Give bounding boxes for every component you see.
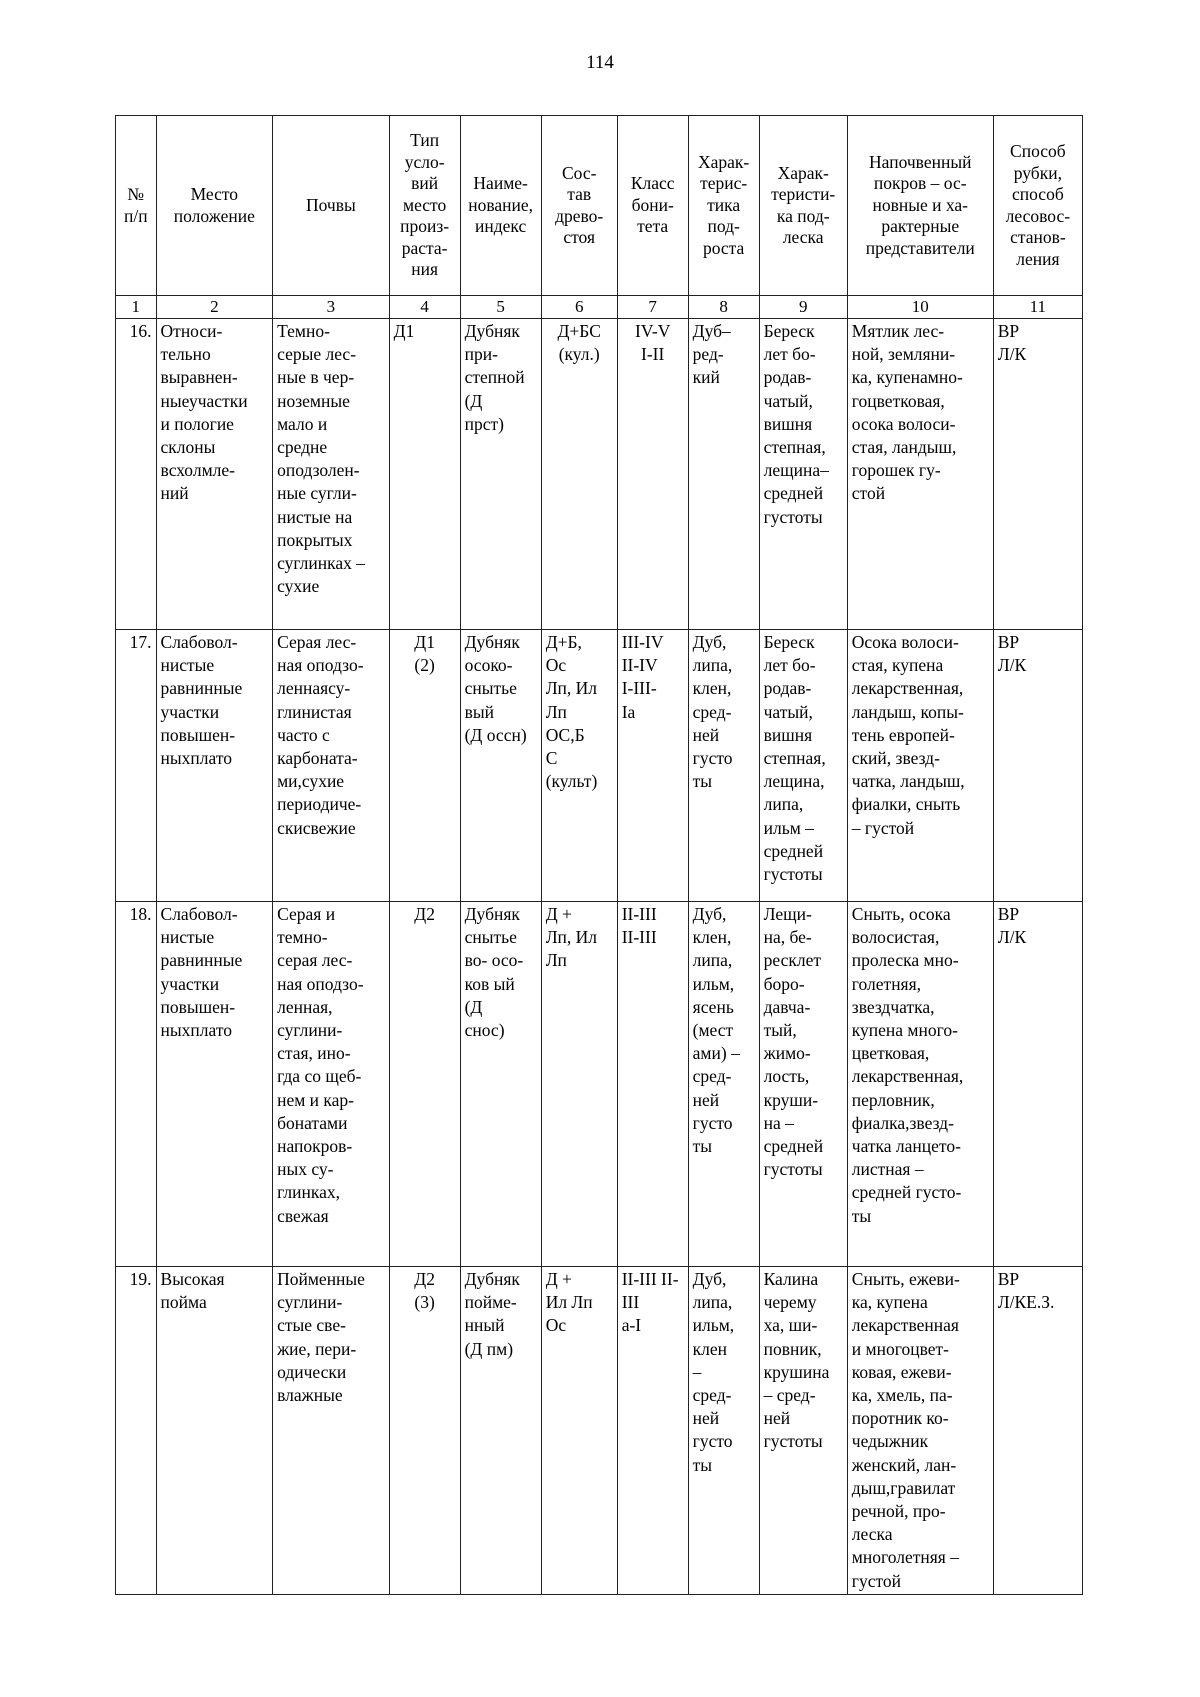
column-number: 8	[688, 296, 759, 319]
column-number: 9	[759, 296, 847, 319]
composition-cell: Д + Лп, Ил Лп	[541, 902, 617, 1267]
soil-cell: Пойменные суглини- стые све- жие, пери- одически влажные	[273, 1267, 390, 1595]
undergrowth-cell: Дуб, липа, ильм, клен – сред- ней густо ты	[688, 1267, 759, 1595]
bonitet-cell: IV-V I-II	[617, 319, 688, 630]
composition-cell: Д + Ил Лп Ос	[541, 1267, 617, 1595]
header-row	[116, 116, 1083, 296]
soil-cell: Серая лес- ная оподзо- леннаясу- глинистая часто с карбоната- ми,сухие периодиче- скисвежие	[273, 630, 390, 902]
growth-type-cell: Д1	[389, 319, 460, 630]
table-row	[116, 1267, 1083, 1595]
column-number: 3	[273, 296, 390, 319]
header-ground-cover: Напочвенный покров – ос- новные и ха- рактерные представители	[847, 116, 993, 296]
location-cell: Слабовол- нистые равнинные участки повышен- ныхплато	[156, 902, 273, 1267]
row-number: 16.	[116, 319, 157, 630]
column-number: 2	[156, 296, 273, 319]
bonitet-cell: II-III II- III a-I	[617, 1267, 688, 1595]
column-number: 6	[541, 296, 617, 319]
column-number: 10	[847, 296, 993, 319]
underbrush-cell: Береск лет бо- родав- чатый, вишня степная, лещина, липа, ильм – средней густоты	[759, 630, 847, 902]
header-bonitet: Класс бони- тета	[617, 116, 688, 296]
row-number: 17.	[116, 630, 157, 902]
bonitet-cell: III-IV II-IV I-III- Ia	[617, 630, 688, 902]
location-cell: Высокая пойма	[156, 1267, 273, 1595]
table-row	[116, 630, 1083, 902]
undergrowth-cell: Дуб– ред- кий	[688, 319, 759, 630]
location-cell: Относи- тельно выравнен- ныеучастки и пологие склоны всхолмле- ний	[156, 319, 273, 630]
column-number: 11	[993, 296, 1082, 319]
name-index-cell: Дубняк пойме- нный (Д пм)	[460, 1267, 541, 1595]
row-number: 19.	[116, 1267, 157, 1595]
underbrush-cell: Лещи- на, бе- ресклет боро- давча- тый, жимо- лость, круши- на – средней густоты	[759, 902, 847, 1267]
column-number: 1	[116, 296, 157, 319]
name-index-cell: Дубняк снытье во- осо- ков ый (Д снос)	[460, 902, 541, 1267]
ground-cover-cell: Мятлик лес- ной, земляни- ка, купенамно- гоцветковая, осока волоси- стая, ландыш, горошек гу- стой	[847, 319, 993, 630]
undergrowth-cell: Дуб, липа, клен, сред- ней густо ты	[688, 630, 759, 902]
felling-method-cell: ВР Л/К	[993, 319, 1082, 630]
column-number: 5	[460, 296, 541, 319]
bonitet-cell: II-III II-III	[617, 902, 688, 1267]
soil-cell: Серая и темно- серая лес- ная оподзо- ленная, суглини- стая, ино- гда со щеб- нем и кар- бонатами напокров- ных су- глинках, свежая	[273, 902, 390, 1267]
row-number: 18.	[116, 902, 157, 1267]
header-felling-method: Способ рубки, способ лесовос- станов- ления	[993, 116, 1082, 296]
page-number: 114	[586, 52, 614, 73]
composition-cell: Д+БС (кул.)	[541, 319, 617, 630]
header-name-index: Наиме- нование, индекс	[460, 116, 541, 296]
felling-method-cell: ВР Л/КЕ.З.	[993, 1267, 1082, 1595]
growth-type-cell: Д2	[389, 902, 460, 1267]
location-cell: Слабовол- нистые равнинные участки повышен- ныхплато	[156, 630, 273, 902]
header-undergrowth: Харак- терис- тика под- роста	[688, 116, 759, 296]
header-underbrush: Харак- теристи- ка под- леска	[759, 116, 847, 296]
column-number: 7	[617, 296, 688, 319]
header-location: Место положение	[156, 116, 273, 296]
growth-type-cell: Д1 (2)	[389, 630, 460, 902]
underbrush-cell: Береск лет бо- родав- чатый, вишня степная, лещина– средней густоты	[759, 319, 847, 630]
growth-type-cell: Д2 (3)	[389, 1267, 460, 1595]
ground-cover-cell: Осока волоси- стая, купена лекарственная, ландыш, копы- тень европей- ский, звезд- чатка, ландыш, фиалки, сныть – густой	[847, 630, 993, 902]
header-growth-type: Тип усло- вий место произ- раста- ния	[389, 116, 460, 296]
undergrowth-cell: Дуб, клен, липа, ильм, ясень (мест ами) – сред- ней густо ты	[688, 902, 759, 1267]
header-composition: Сос- тав древо- стоя	[541, 116, 617, 296]
table-row	[116, 902, 1083, 1267]
name-index-cell: Дубняк осоко- снытье вый (Д оссн)	[460, 630, 541, 902]
header-soil: Почвы	[273, 116, 390, 296]
table-row	[116, 319, 1083, 630]
felling-method-cell: ВР Л/К	[993, 902, 1082, 1267]
soil-cell: Темно- серые лес- ные в чер- ноземные мало и средне оподзолен- ные сугли- нистые на покрытых суглинках – сухие	[273, 319, 390, 630]
forest-types-table	[115, 115, 1083, 1595]
name-index-cell: Дубняк при- степной (Д прст)	[460, 319, 541, 630]
composition-cell: Д+Б, Ос Лп, Ил Лп ОС,Б С (культ)	[541, 630, 617, 902]
felling-method-cell: ВР Л/К	[993, 630, 1082, 902]
header-number: № п/п	[116, 116, 157, 296]
underbrush-cell: Калина черему ха, ши- повник, крушина – сред- ней густоты	[759, 1267, 847, 1595]
column-number-row	[116, 296, 1083, 319]
column-number: 4	[389, 296, 460, 319]
ground-cover-cell: Сныть, осока волосистая, пролеска мно- голетняя, звездчатка, купена много- цветковая, лекарственная, перловник, фиалка,звезд- чатка ланцето- листная – средней густо- ты	[847, 902, 993, 1267]
ground-cover-cell: Сныть, ежеви- ка, купена лекарственная и многоцвет- ковая, ежеви- ка, хмель, па- поротник ко- чедыжник женский, лан- дыш,гравилат речной, про- леска многолетняя – густой	[847, 1267, 993, 1595]
